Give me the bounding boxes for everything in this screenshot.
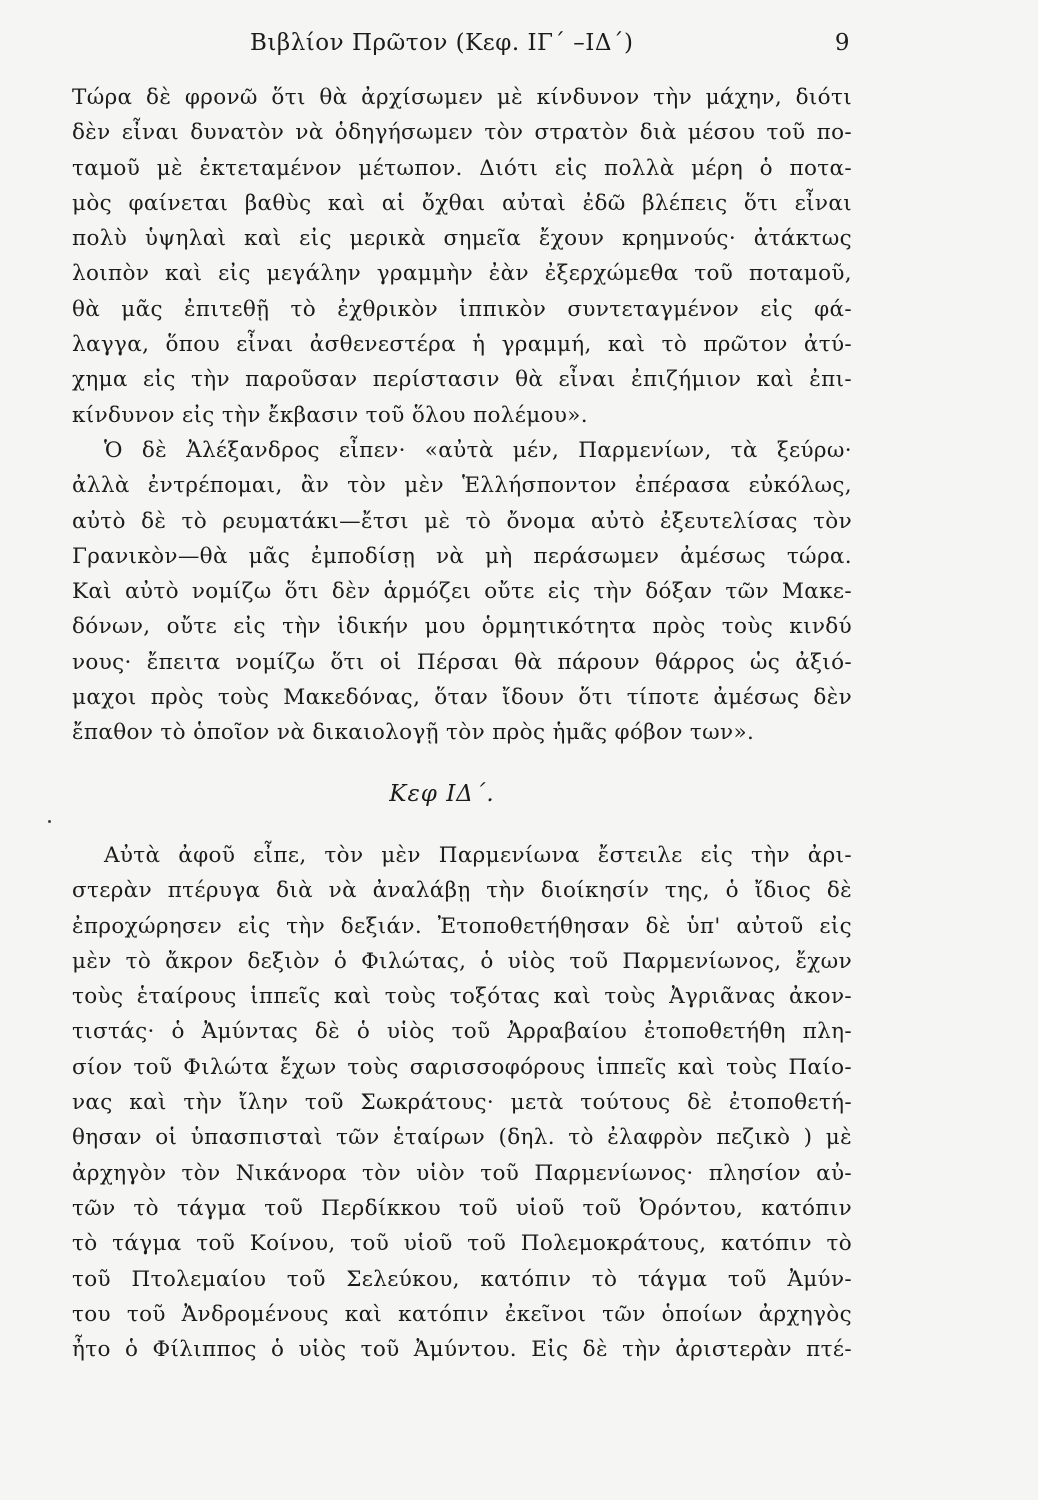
text-line: λαγγα, ὅπου εἶναι ἀσθενεστέρα ἡ γραμμή, καὶ τὸ πρῶτον ἀτύ-	[72, 332, 852, 358]
body-text	[72, 80, 852, 1367]
text-line: μὲν τὸ ἄκρον δεξιὸν ὁ Φιλώτας, ὁ υἱὸς τοῦ Παρμενίωνος, ἔχων	[72, 948, 852, 974]
paragraph-1	[72, 80, 852, 433]
text-line: Τώρα δὲ φρονῶ ὅτι θὰ ἀρχίσωμεν μὲ κίνδυνον τὴν μάχην, διότι	[72, 85, 852, 110]
running-title: Βιβλίον Πρῶτον (Κεφ. ΙΓ΄ –ΙΔ΄)	[250, 30, 634, 56]
text-line: τὸ τάγμα τοῦ Κοίνου, τοῦ υἱοῦ τοῦ Πολεμοκράτους, κατόπιν τὸ	[72, 1231, 852, 1257]
text-line: δόνων, οὔτε εἰς τὴν ἰδικήν μου ὁρμητικότητα πρὸς τοὺς κινδύ	[72, 614, 852, 640]
page-number: 9	[834, 30, 850, 56]
text-line: Γρανικὸν—θὰ μᾶς ἐμποδίσῃ νὰ μὴ περάσωμεν ἀμέσως τώρα.	[72, 543, 852, 569]
text-line: Αὐτὰ ἀφοῦ εἶπε, τὸν μὲν Παρμενίωνα ἔστειλε εἰς τὴν ἀρι-	[104, 842, 852, 868]
text-line: του τοῦ Ἀνδρομένους καὶ κατόπιν ἐκεῖνοι τῶν ὁποίων ἀρχηγὸς	[72, 1301, 852, 1327]
text-line: νας καὶ τὴν ἴλην τοῦ Σωκράτους· μετὰ τούτους δὲ ἐτοποθετή-	[72, 1090, 852, 1116]
text-line: ἦτο ὁ Φίλιππος ὁ υἱὸς τοῦ Ἀμύντου. Εἰς δὲ τὴν ἀριστερὰν πτέ-	[72, 1337, 852, 1363]
chapter-heading: Κεφ ΙΔ΄.	[389, 780, 495, 807]
text-line: τοὺς ἑταίρους ἱππεῖς καὶ τοὺς τοξότας καὶ τοὺς Ἀγριᾶνας ἀκον-	[72, 984, 852, 1010]
text-line: κίνδυνον εἰς τὴν ἔκβασιν τοῦ ὅλου πολέμου».	[72, 402, 588, 428]
text-line: σίον τοῦ Φιλώτα ἔχων τοὺς σαρισσοφόρους ἱππεῖς καὶ τοὺς Παίο-	[72, 1054, 852, 1080]
text-line: τοῦ Πτολεμαίου τοῦ Σελεύκου, κατόπιν τὸ τάγμα τοῦ Ἀμύν-	[72, 1266, 852, 1292]
text-line: ἔπαθον τὸ ὁποῖον νὰ δικαιολογῇ τὸν πρὸς ἡμᾶς φόβον των».	[72, 720, 755, 746]
text-line: ταμοῦ μὲ ἐκτεταμένον μέτωπον. Διότι εἰς πολλὰ μέρη ὁ ποτα-	[72, 155, 852, 181]
scan-speck	[48, 820, 51, 823]
text-line: Ὁ δὲ Ἀλέξανδρος εἶπεν· «αὐτὰ μέν, Παρμενίων, τὰ ξεύρω·	[104, 437, 852, 463]
text-line: μὸς φαίνεται βαθὺς καὶ αἱ ὄχθαι αὐταὶ ἐδῶ βλέπεις ὅτι εἶναι	[72, 190, 852, 216]
text-line: θησαν οἱ ὑπασπισταὶ τῶν ἑταίρων (δηλ. τὸ ἐλαφρὸν πεζικὸ ) μὲ	[72, 1125, 852, 1151]
text-line: ἀρχηγὸν τὸν Νικάνορα τὸν υἱὸν τοῦ Παρμενίωνος· πλησίον αὐ-	[72, 1160, 852, 1186]
text-line: θὰ μᾶς ἐπιτεθῇ τὸ ἐχθρικὸν ἱππικὸν συντεταγμένον εἰς φά-	[72, 296, 852, 322]
text-line: χημα εἰς τὴν παροῦσαν περίστασιν θὰ εἶναι ἐπιζήμιον καὶ ἐπι-	[72, 367, 852, 393]
text-line: λοιπὸν καὶ εἰς μεγάλην γραμμὴν ἐὰν ἐξερχώμεθα τοῦ ποταμοῦ,	[72, 261, 852, 287]
text-line: αὐτὸ δὲ τὸ ρευματάκι—ἔτσι μὲ τὸ ὄνομα αὐτὸ ἐξευτελίσας τὸν	[72, 508, 852, 534]
paragraph-3	[72, 838, 852, 1367]
text-line: τιστάς· ὁ Ἀμύντας δὲ ὁ υἱὸς τοῦ Ἀρραβαίου ἐτοποθετήθη πλη-	[72, 1019, 852, 1045]
text-line: Καὶ αὐτὸ νομίζω ὅτι δὲν ἁρμόζει οὔτε εἰς τὴν δόξαν τῶν Μακε-	[72, 579, 852, 605]
text-line: δὲν εἶναι δυνατὸν νὰ ὁδηγήσωμεν τὸν στρατὸν διὰ μέσου τοῦ πο-	[72, 120, 852, 146]
text-line: μαχοι πρὸς τοὺς Μακεδόνας, ὅταν ἴδουν ὅτι τίποτε ἀμέσως δὲν	[72, 685, 852, 711]
text-line: τῶν τὸ τάγμα τοῦ Περδίκκου τοῦ υἱοῦ τοῦ Ὀρόντου, κατόπιν	[72, 1195, 852, 1221]
text-line: στερὰν πτέρυγα διὰ νὰ ἀναλάβῃ τὴν διοίκησίν της, ὁ ἴδιος δὲ	[72, 878, 852, 904]
paragraph-2	[72, 433, 852, 751]
text-line: ἀλλὰ ἐντρέπομαι, ἂν τὸν μὲν Ἑλλήσποντον ἐπέρασα εὐκόλως,	[72, 473, 852, 499]
text-line: ἐπροχώρησεν εἰς τὴν δεξιάν. Ἐτοποθετήθησαν δὲ ὑπ' αὐτοῦ εἰς	[72, 913, 852, 939]
running-header	[250, 30, 850, 62]
text-line: πολὺ ὑψηλαὶ καὶ εἰς μερικὰ σημεῖα ἔχουν κρημνούς· ἀτάκτως	[72, 226, 852, 252]
text-line: νους· ἔπειτα νομίζω ὅτι οἱ Πέρσαι θὰ πάρουν θάρρος ὡς ἀξιό-	[72, 649, 852, 675]
